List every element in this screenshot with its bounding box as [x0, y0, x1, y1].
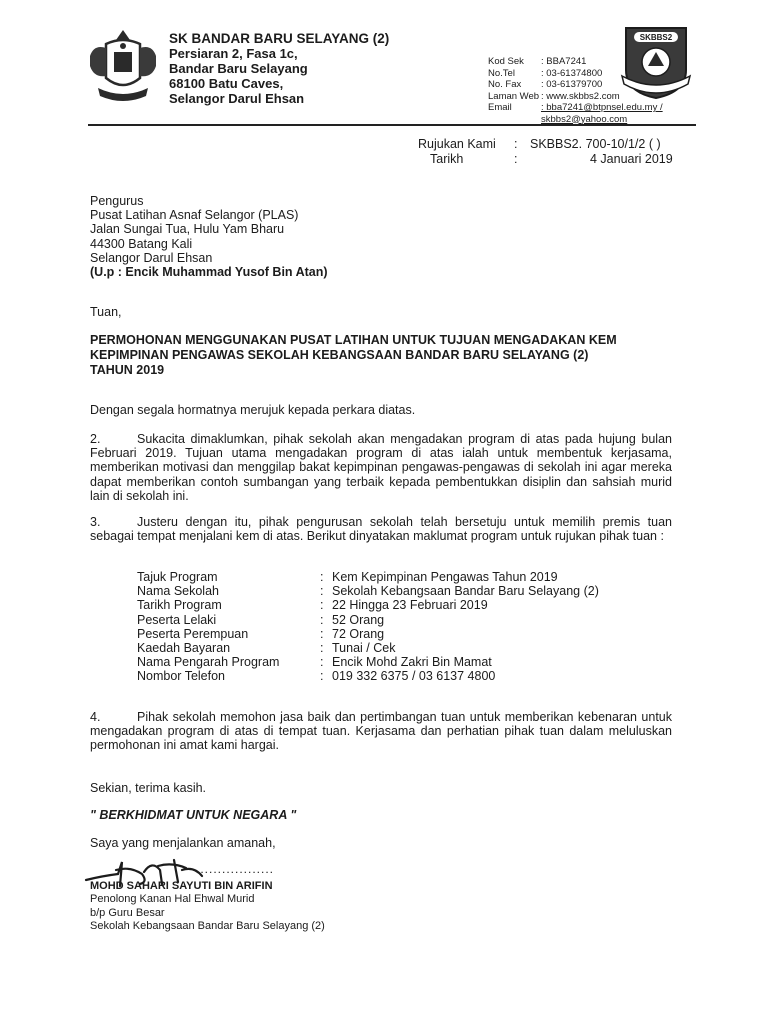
reference-value: SKBBS2. 700-10/1/2 ( ) [530, 137, 661, 151]
detail-value: Sekolah Kebangsaan Bandar Baru Selayang (2) [332, 584, 599, 599]
state-crest-logo [86, 26, 160, 106]
recipient-line: Pusat Latihan Asnaf Selangor (PLAS) [90, 208, 299, 223]
detail-value: Tunai / Cek [332, 641, 396, 656]
recipient-line: 44300 Batang Kali [90, 236, 193, 251]
salutation: Tuan, [90, 305, 122, 319]
detail-colon: : [320, 641, 324, 656]
detail-row [137, 641, 599, 655]
paragraph-number: 4. [90, 710, 101, 724]
logo-text: SKBBS2 [639, 33, 673, 42]
detail-colon: : [320, 669, 324, 684]
paragraph-text: Pihak sekolah memohon jasa baik dan pertimbangan tuan untuk memberikan kebenaran untuk mengadakan program di atas di tempat tuan. Kerjasama dan perhatian pihak tuan dalam meluluskan permohonan ini amat kami hargai. [90, 710, 672, 753]
contact-label: Laman Web [488, 90, 540, 102]
detail-value: 019 332 6375 / 03 6137 4800 [332, 669, 496, 684]
program-details [137, 570, 599, 684]
recipient-line: Jalan Sungai Tua, Hulu Yam Bharu [90, 222, 285, 237]
subject-heading [90, 333, 672, 378]
attention-line: (U.p : Encik Muhammad Yusof Bin Atan) [90, 265, 328, 280]
detail-value: Encik Mohd Zakri Bin Mamat [332, 655, 492, 670]
detail-colon: : [320, 584, 324, 599]
contact-label: Email [488, 102, 512, 113]
reference-colon: : [514, 137, 518, 151]
contact-label: Kod Sek [488, 56, 524, 67]
contact-value: : 03-61379700 [541, 79, 603, 90]
detail-label: Tajuk Program [137, 570, 218, 584]
detail-value: 72 Orang [332, 626, 385, 641]
contact-label: No.Tel [488, 67, 515, 79]
school-logo [618, 22, 694, 102]
school-name: SK BANDAR BARU SELAYANG (2) [169, 31, 390, 46]
address-line: 68100 Batu Caves, [169, 76, 284, 91]
detail-row [137, 584, 599, 598]
sign-off: Saya yang menjalankan amanah, [90, 836, 276, 850]
reference-row [418, 137, 673, 152]
paragraph-text: Sukacita dimaklumkan, pihak sekolah akan mengadakan program di atas pada hujung bulan Februari 2019. Tujuan utama mengadakan program di atas ialah untuk membentuk kerjasama, memberikan motivasi dan menggilap bakat kepimpinan pengawas-pengawas di sekolah ini agar mereka dapat memberikan contoh sumbangan yang terbaik kepada pembentukkan disiplin dan sahsiah murid lain di sekolah ini. [90, 432, 672, 503]
date-value: 4 Januari 2019 [590, 152, 673, 166]
contact-value: : BBA7241 [541, 56, 587, 67]
recipient-line: Selangor Darul Ehsan [90, 250, 213, 265]
detail-value: Kem Kepimpinan Pengawas Tahun 2019 [332, 570, 558, 584]
paragraph-4 [90, 710, 672, 753]
signature-line: .................. [196, 862, 275, 876]
subject-line: TAHUN 2019 [90, 363, 165, 377]
paragraph-number: 3. [90, 515, 101, 529]
date-label: Tarikh [430, 152, 464, 166]
recipient-address [90, 194, 672, 279]
detail-label: Peserta Perempuan [137, 626, 249, 641]
header-divider [88, 124, 696, 126]
school-address [169, 46, 308, 106]
detail-value: 22 Hingga 23 Februari 2019 [332, 598, 488, 613]
detail-row [137, 669, 599, 683]
contact-value: : www.skbbs2.com [541, 90, 620, 102]
email-link[interactable]: : bba7241@btpnsel.edu.my / [541, 102, 663, 113]
recipient-line: Pengurus [90, 194, 144, 208]
date-row [418, 152, 673, 167]
signer-role-line: b/p Guru Besar [90, 906, 165, 919]
closing-line: Sekian, terima kasih. [90, 781, 207, 795]
paragraph-2 [90, 432, 672, 503]
detail-label: Tarikh Program [137, 598, 222, 613]
contact-value: : 03-61374800 [541, 67, 603, 79]
detail-label: Nama Sekolah [137, 584, 219, 599]
detail-colon: : [320, 655, 324, 670]
detail-row [137, 627, 599, 641]
date-colon: : [514, 152, 518, 166]
detail-row [137, 655, 599, 669]
motto: " BERKHIDMAT UNTUK NEGARA " [90, 808, 297, 822]
contact-row [488, 102, 663, 114]
paragraph-3 [90, 515, 672, 543]
contact-label: No. Fax [488, 79, 522, 90]
reference-block [418, 137, 673, 167]
address-line: Persiaran 2, Fasa 1c, [169, 46, 298, 61]
paragraph-number: 2. [90, 432, 101, 446]
detail-row [137, 570, 599, 584]
address-line: Bandar Baru Selayang [169, 61, 308, 76]
email-link[interactable]: skbbs2@yahoo.com [541, 113, 628, 125]
detail-label: Nombor Telefon [137, 669, 226, 684]
reference-label: Rujukan Kami [418, 137, 496, 151]
signer-role-line: Penolong Kanan Hal Ehwal Murid [90, 893, 255, 905]
opening-sentence: Dengan segala hormatnya merujuk kepada perkara diatas. [90, 403, 416, 417]
detail-row [137, 613, 599, 627]
detail-colon: : [320, 570, 324, 584]
signer-name: MOHD SAHARI SAYUTI BIN ARIFIN [90, 880, 273, 892]
detail-label: Kaedah Bayaran [137, 641, 231, 656]
detail-label: Peserta Lelaki [137, 612, 217, 627]
subject-line: KEPIMPINAN PENGAWAS SEKOLAH KEBANGSAAN BANDAR BARU SELAYANG (2) [90, 348, 589, 362]
address-line: Selangor Darul Ehsan [169, 91, 305, 106]
signer-title [90, 893, 672, 934]
detail-row [137, 598, 599, 612]
detail-colon: : [320, 612, 324, 627]
paragraph-text: Justeru dengan itu, pihak pengurusan sekolah telah bersetuju untuk memilih premis tuan sebagai tempat menjalani kem di atas. Berikut dinyatakan maklumat program untuk rujukan pihak tuan : [90, 515, 672, 544]
detail-value: 52 Orang [332, 612, 385, 627]
detail-colon: : [320, 626, 324, 641]
detail-label: Nama Pengarah Program [137, 655, 280, 670]
signer-role-line: Sekolah Kebangsaan Bandar Baru Selayang (2) [90, 920, 325, 932]
detail-colon: : [320, 598, 324, 613]
subject-line: PERMOHONAN MENGGUNAKAN PUSAT LATIHAN UNTUK TUJUAN MENGADAKAN KEM [90, 333, 617, 347]
